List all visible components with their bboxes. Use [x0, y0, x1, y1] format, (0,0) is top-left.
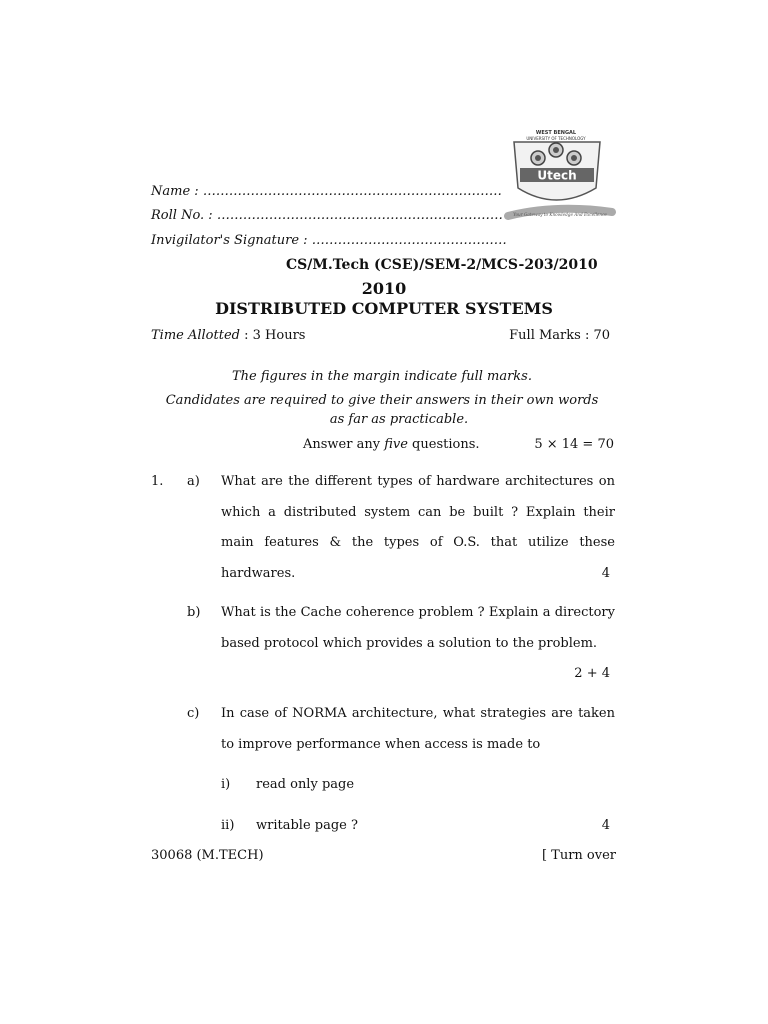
answer-instruction-emphasis: five: [384, 437, 408, 452]
footer-paper-code: 30068 (M.TECH): [151, 848, 264, 863]
name-dots: ……………………………………………………………: [202, 184, 502, 199]
roll-number-dots: …………………………………………………………: [216, 208, 503, 223]
part-b-marks: 2 + 4: [574, 666, 610, 681]
instruction-own-words: Candidates are required to give their answers in their own words: [165, 393, 599, 408]
utech-logo-icon: [498, 126, 618, 234]
question-number: 1.: [151, 474, 164, 489]
answer-instruction: [303, 437, 480, 452]
exam-title: DISTRIBUTED COMPUTER SYSTEMS: [215, 299, 553, 318]
logo-banner-text: Utech: [537, 168, 577, 183]
part-c-sub-i-label: i): [221, 777, 231, 792]
logo-sub-text: UNIVERSITY OF TECHNOLOGY: [526, 136, 586, 141]
part-b-label: b): [187, 605, 201, 620]
roll-number-field: [151, 208, 503, 223]
invigilator-signature-label: Invigilator's Signature :: [151, 233, 308, 248]
instruction-practicable: as far as practicable.: [329, 412, 469, 427]
logo-motto: Your Gateway to Knowledge And Excellence: [513, 212, 607, 217]
time-allotted-value: : 3 Hours: [244, 328, 306, 343]
invigilator-signature-dots: ………………………………………: [311, 233, 507, 248]
name-label: Name :: [151, 184, 199, 199]
part-c-marks: 4: [601, 818, 610, 833]
part-a-text: What are the different types of hardware architectures on which a distributed system can be built ? Explain their main features & the types of O.S. that utilize these hardwares.: [221, 474, 615, 581]
invigilator-signature-field: [151, 233, 507, 248]
footer-turn-over: [ Turn over: [541, 848, 616, 863]
full-marks: Full Marks : 70: [509, 328, 610, 343]
answer-instruction-pre: Answer any: [303, 437, 385, 452]
university-logo: [498, 126, 618, 234]
marks-formula: 5 × 14 = 70: [534, 437, 614, 452]
part-a-marks: 4: [601, 566, 610, 581]
part-b-text: What is the Cache coherence problem ? Explain a directory based protocol which provides a solution to the problem.: [221, 605, 615, 651]
part-c-sub-ii-text: writable page ?: [256, 818, 358, 833]
part-c-sub-ii-label: ii): [221, 818, 235, 833]
roll-number-label: Roll No. :: [151, 208, 213, 223]
name-field: [151, 184, 502, 199]
instruction-margin-marks: The figures in the margin indicate full marks.: [231, 369, 532, 384]
part-c-label: c): [187, 706, 200, 721]
time-allotted: [151, 328, 305, 343]
time-allotted-label: Time Allotted: [151, 328, 240, 343]
answer-instruction-post: questions.: [407, 437, 480, 452]
part-c-text: In case of NORMA architecture, what strategies are taken to improve performance when access is made to: [221, 706, 615, 752]
exam-year: 2010: [361, 279, 407, 298]
logo-top-text: WEST BENGAL: [535, 130, 577, 136]
part-c-sub-i-text: read only page: [256, 777, 355, 792]
part-a-label: a): [187, 474, 200, 489]
exam-code: CS/M.Tech (CSE)/SEM-2/MCS-203/2010: [286, 257, 598, 273]
